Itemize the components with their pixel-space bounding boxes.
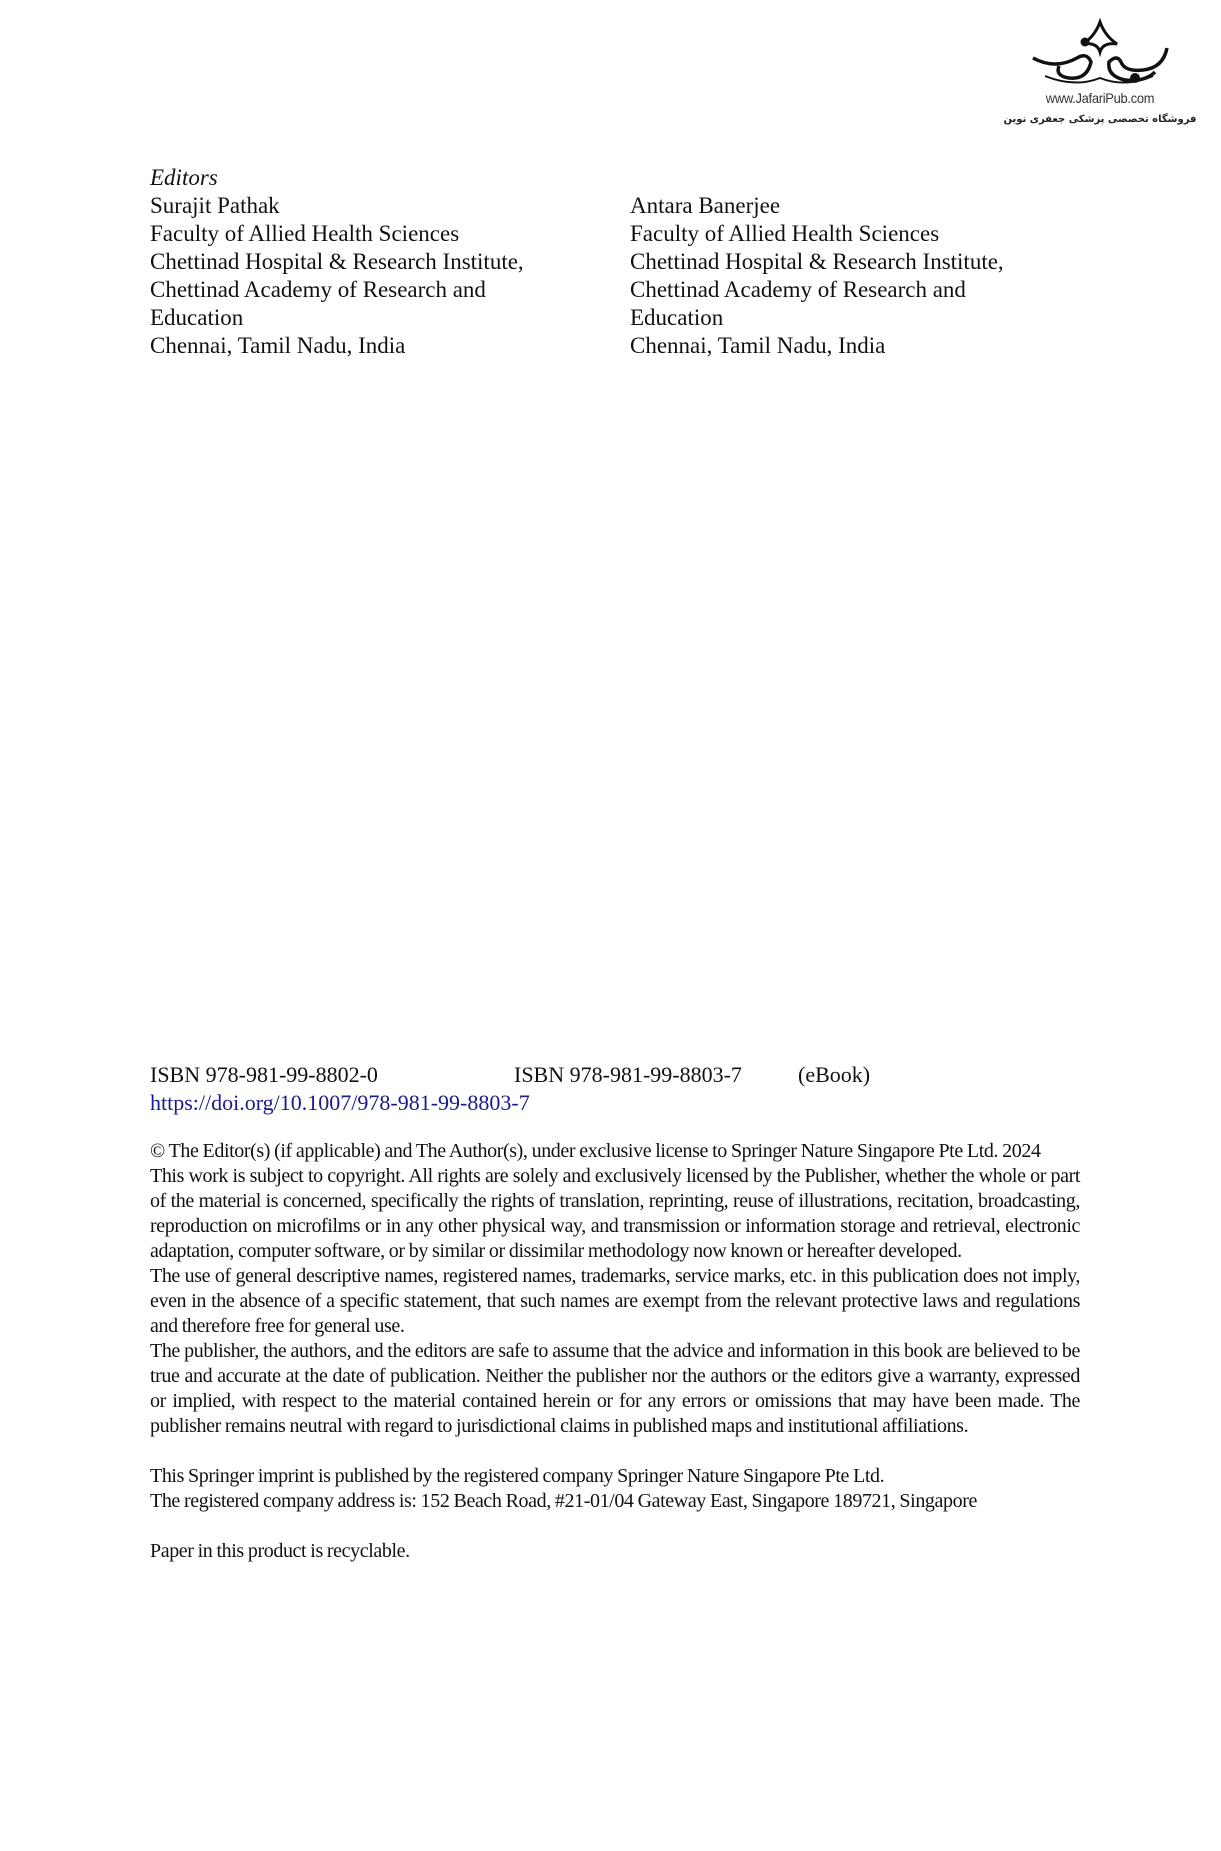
editor-name: Surajit Pathak [150,193,280,218]
rights-paragraph: The publisher, the authors, and the editors are safe to assume that the advice and information in this book are believed to be true and accurate at the date of publication. Neither the publisher nor the authors or the editors give a warranty, expressed or implied, with respect to the material contained herein or for any errors or omissions that may have been made. The publisher remains neutral with regard to jurisdictional claims in published maps and institutional affiliations. [150,1340,1080,1437]
isbn-row [150,1061,1080,1089]
editor-affiliation-line: Faculty of Allied Health Sciences [630,221,940,246]
editor-affiliation-line: Education [630,305,724,330]
publisher-watermark [1000,18,1200,140]
editor-affiliation-line: Chettinad Hospital & Research Institute, [150,249,524,274]
isbn-ebook-label: (eBook) [798,1062,871,1087]
editor-affiliation-line: Education [150,305,244,330]
isbn-print: ISBN 978-981-99-8802-0 [150,1062,378,1087]
editor-card [150,192,630,360]
doi-link[interactable]: https://doi.org/10.1007/978-981-99-8803-7 [150,1090,530,1115]
jafari-calligraphy-logo-icon [1025,18,1175,90]
copyright-notice: © The Editor(s) (if applicable) and The Author(s), under exclusive license to Springer Nature Singapore Pte Ltd. 2024 [150,1140,1041,1162]
editor-name: Antara Banerjee [630,193,781,218]
rights-paragraph: The use of general descriptive names, registered names, trademarks, service marks, etc. in this publication does not imply, even in the absence of a specific statement, that such names are exempt from the relevant protective laws and regulations and therefore free for general use. [150,1265,1080,1337]
imprint-section [150,1061,1080,1564]
publisher-address: The registered company address is: 152 Beach Road, #21-01/04 Gateway East, Singapore 189721, Singapore [150,1490,977,1512]
publisher-statement: This Springer imprint is published by the registered company Springer Nature Singapore Pte Ltd. [150,1465,885,1487]
watermark-url: www.JafariPub.com [1045,90,1155,106]
editor-affiliation-line: Faculty of Allied Health Sciences [150,221,460,246]
rights-paragraph: This work is subject to copyright. All rights are solely and exclusively licensed by the Publisher, whether the whole or part of the material is concerned, specifically the rights of translation, reprinting, reuse of illustrations, recitation, broadcasting, reproduction on microfilms or in any other physical way, and transmission or information storage and retrieval, electronic adaptation, computer software, or by similar or dissimilar methodology now known or hereafter developed. [150,1165,1080,1262]
editor-affiliation-line: Chettinad Academy of Research and [150,277,486,302]
editors-label: Editors [150,165,218,190]
recyclable-note: Paper in this product is recyclable. [150,1540,410,1562]
editors-section [150,164,1110,360]
editor-affiliation-line: Chennai, Tamil Nadu, India [150,333,406,358]
isbn-ebook: ISBN 978-981-99-8803-7 [514,1062,742,1087]
editor-card [630,192,1110,360]
editor-affiliation-line: Chettinad Hospital & Research Institute, [630,249,1004,274]
editor-affiliation-line: Chennai, Tamil Nadu, India [630,333,886,358]
editor-affiliation-line: Chettinad Academy of Research and [630,277,966,302]
watermark-tagline: فروشگاه تخصصی پزشکی جعفری نوین [1003,114,1197,125]
